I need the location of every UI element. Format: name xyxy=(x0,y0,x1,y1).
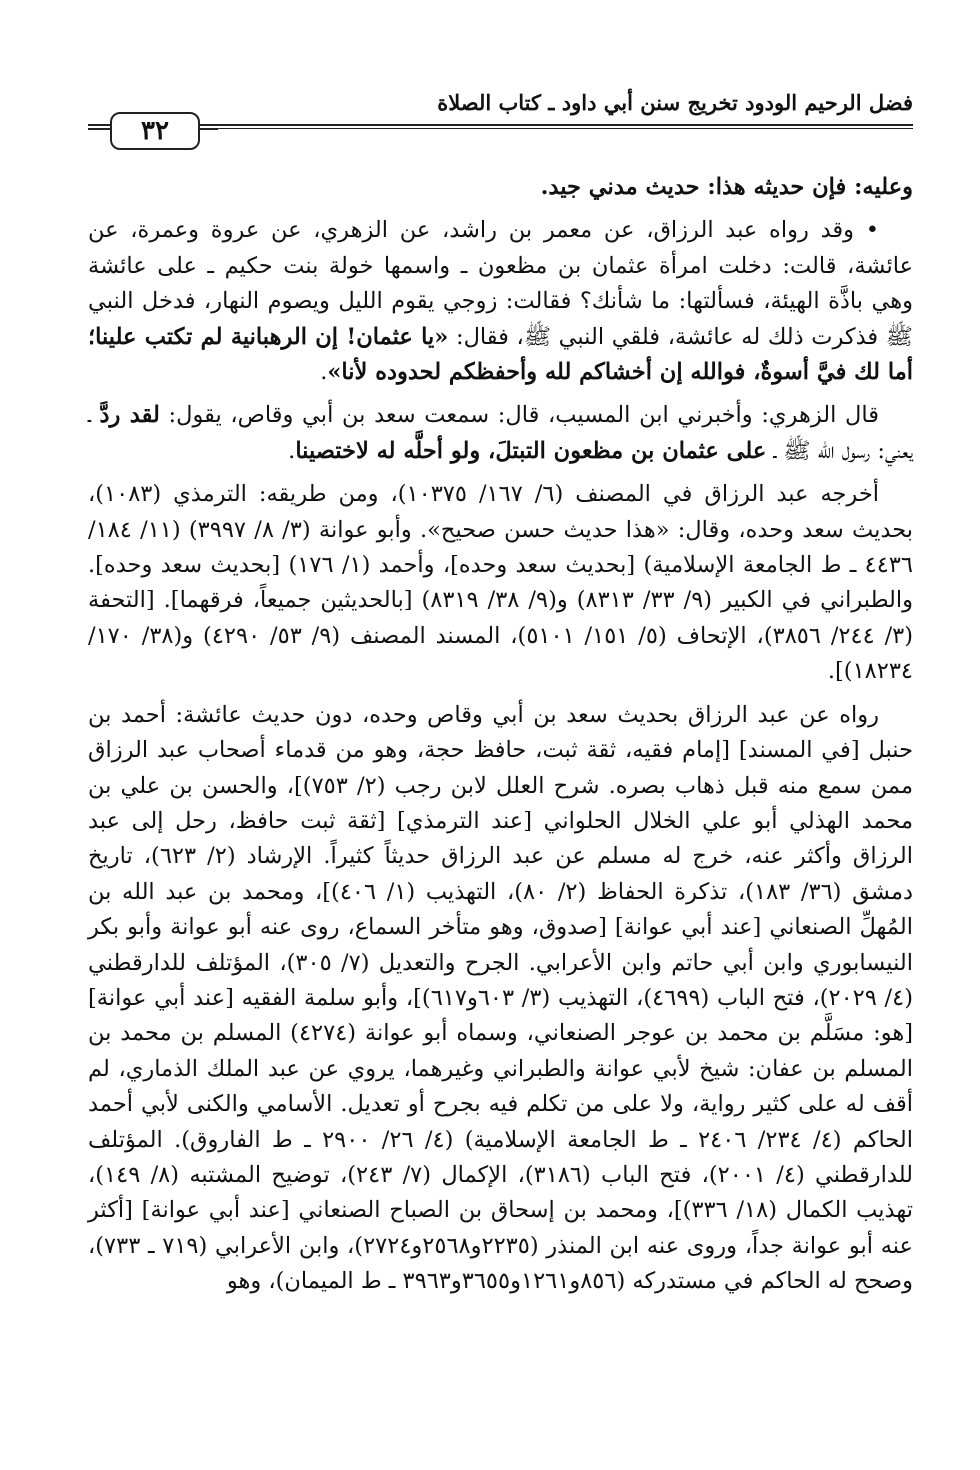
paragraph-takhrij xyxy=(88,477,913,689)
paragraph-conclusion xyxy=(88,170,913,205)
conclusion-text: وعليه: فإن حديثه هذا: حديث مدني جيد. xyxy=(540,174,913,200)
hadith-quote: لقد ردَّ xyxy=(99,402,160,429)
hadith-quote: على عثمان بن مظعون التبتلَ، ولو أحلَّه له لاختصينا xyxy=(295,437,767,464)
narration-text: • وقد رواه عبد الرزاق، عن معمر بن راشد، عن الزهري، عن عروة وعمرة، عن عائشة، قالت: دخلت امرأة عثمان بن مظعون ـ واسمها خولة بنت حكيم ـ على عائشة وهي باذَّة الهيئة، فسألتها: ما شأنك؟ فقالت: زوجي يقوم الليل ويصوم النهار، فدخل النبي ﷺ فذكرت ذلك له عائشة، فلقي النبي ﷺ، فقال: xyxy=(88,217,913,350)
takhrij-text: أخرجه عبد الرزاق في المصنف (٦/ ١٦٧/ ١٠٣٧٥)، ومن طريقه: الترمذي (١٠٨٣)، بحديث سعد وحده، وقال: «هذا حديث حسن صحيح». وأبو عوانة (٣/ ٨/ ٣٩٩٧) (١١/ ١٨٤/ ٤٤٣٦ ـ ط الجامعة الإسلامية) [بحديث سعد وحده]، وأحمد (١/ ١٧٦) [بحديث سعد وحده]. والطبراني في الكبير (٩/ ٣٣/ ٨٣١٣) و(٩/ ٣٨/ ٨٣١٩) [بالحديثين جميعاً، فرقهما]. [التحفة (٣/ ٢٤٤/ ٣٨٥٦)، الإتحاف (٥/ ١٥١/ ٥١٠١)، المسند المصنف (٩/ ٥٣/ ٤٢٩٠) و(٣٨/ ١٧٠/ ١٨٢٣٤)]. xyxy=(88,481,914,685)
narrators-text: رواه عن عبد الرزاق بحديث سعد بن أبي وقاص وحده، دون حديث عائشة: أحمد بن حنبل [في المسند] [إمام فقيه، ثقة ثبت، حافظ حجة، وهو من قدماء أصحاب عبد الرزاق ممن سمع منه قبل ذهاب بصره. شرح العلل لابن رجب (٢/ ٧٥٣)]، والحسن بن علي بن محمد الهذلي أبو علي الخلال الحلواني [عند الترمذي] [ثقة ثبت حافظ، رحل إلى عبد الرزاق وأكثر عنه، خرج له مسلم عن عبد الرزاق حديثاً كثيراً. الإرشاد (٢/ ٦٢٣)، تاريخ دمشق (٣٦/ ١٨٣)، تذكرة الحفاظ (٢/ ٨٠)، التهذيب (١/ ٤٠٦)]، ومحمد بن عبد الله بن المُهلِّ الصنعاني [عند أبي عوانة] [صدوق، وهو متأخر السماع، روى عنه أبو عوانة وأبو بكر النيسابوري وابن أبي حاتم وابن الأعرابي. الجرح والتعديل (٧/ ٣٠٥)، المؤتلف للدارقطني (٤/ ٢٠٢٩)، فتح الباب (٤٦٩٩)، التهذيب (٣/ ٦٠٣و٦١٧)]، وأبو سلمة الفقيه [عند أبي عوانة] [هو: مسَلَّم بن محمد بن عوجر الصنعاني، وسماه أبو عوانة (٤٢٧٤) المسلم بن محمد بن المسلم بن عفان: شيخ لأبي عوانة والطبراني وغيرهما، يروي عن عبد الملك الذماري، لم أقف له على كثير رواية، ولا على من تكلم فيه بجرح أو تعديل. الأسامي والكنى لأبي أحمد الحاكم (٤/ ٢٣٤/ ٢٤٠٦ ـ ط الجامعة الإسلامية) (٤/ ٢٦/ ٢٩٠٠ ـ ط الفاروق). المؤتلف للدارقطني (٤/ ٢٠٠١)، فتح الباب (٣١٨٦)، الإكمال (٧/ ٢٤٣)، توضيح المشتبه (٨/ ١٤٩)، تهذيب الكمال (١٨/ ٣٣٦)]، ومحمد بن إسحاق بن الصباح الصنعاني [عند أبي عوانة] [أكثر عنه أبو عوانة جداً، وروى عنه ابن المنذر (٢٢٣٥و٢٥٦٨و٢٧٢٤)، وابن الأعرابي (٧١٩ ـ ٧٣٣)، وصحح له الحاكم في مستدركه (٨٥٦و١٢٦١و٣٦٥٥و٣٩٦٣ ـ ط الميمان)، وهو xyxy=(88,701,914,1295)
page-number: ٣٢ xyxy=(110,112,200,150)
punctuation: . xyxy=(288,437,296,464)
page-number-badge xyxy=(88,110,218,148)
punctuation: . xyxy=(320,359,328,386)
badge-line-left xyxy=(88,128,110,130)
paragraph-hadith-saad xyxy=(88,398,913,469)
running-title: فضل الرحيم الودود تخريج سنن أبي داود ـ كتاب الصلاة xyxy=(437,90,913,115)
paragraph-narrators xyxy=(88,698,913,1300)
page-header xyxy=(88,88,913,168)
paragraph-hadith-aisha xyxy=(88,213,913,390)
narration-text: ـ يعني: رسول الله ﷺ ـ xyxy=(88,402,913,464)
hadith-quote: «يا عثمان! إن الرهبانية لم تكتب علينا؛ أما لك فيَّ أسوةٌ، فوالله إن أخشاكم لله وأحفظكم لحدوده لأنا» xyxy=(88,323,913,386)
body-text xyxy=(88,170,913,1308)
narration-text: قال الزهري: وأخبرني ابن المسيب، قال: سمعت سعد بن أبي وقاص، يقول: xyxy=(159,402,879,429)
